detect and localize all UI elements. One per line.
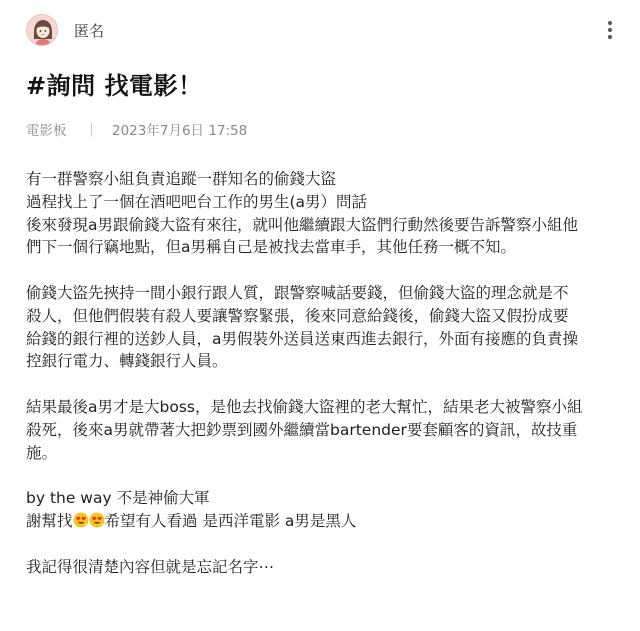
body-line: 施。 (26, 443, 58, 462)
heart-eyes-emoji-icon (73, 512, 89, 528)
heart-eyes-emoji-icon (89, 512, 105, 528)
body-line: 過程找上了一個在酒吧吧台工作的男生(a男）問話 (26, 192, 368, 211)
thanks-suffix: 希望有人看過 是西洋電影 a男是黑人 (104, 511, 357, 530)
body-line: 有一群警察小組負責追蹤一群知名的偷錢大盜 (26, 170, 337, 188)
btw-line: by the way 不是神偷大軍 (26, 489, 210, 508)
post-body (26, 168, 616, 578)
last-line: 我記得很清楚內容但就是忘記名字⋯ (26, 557, 275, 576)
body-line: 控銀行電力、轉錢銀行人員。 (26, 352, 228, 371)
paragraph-5 (26, 556, 616, 579)
body-line: 偷錢大盜先挾持一間小銀行跟人質，跟警察喊話要錢，但偷錢大盜的理念就是不 (26, 283, 569, 302)
meta-separator: ｜ (84, 123, 98, 139)
post-date: 2023年7月6日 17:58 (112, 123, 248, 139)
more-dot (608, 21, 612, 25)
paragraph-1 (26, 168, 616, 259)
body-line: 結果最後a男才是大boss，是他去找偷錢大盜裡的老大幫忙，結果老大被警察小組 (26, 397, 583, 416)
more-dot (608, 28, 612, 32)
post-title: #詢問 找電影！ (26, 72, 203, 100)
body-line: 們下一個行竊地點，但a男稱自己是被找去當車手，其他任務一概不知。 (26, 238, 517, 257)
anonymous-avatar-icon[interactable] (26, 14, 58, 46)
post-header (26, 12, 620, 48)
author-name[interactable]: 匿名 (74, 21, 105, 40)
board-link[interactable]: 電影板 (26, 123, 67, 139)
post-meta (26, 119, 247, 139)
body-line: 殺人，但他們假裝有殺人要讓警察緊張，後來同意給錢後，偷錢大盜又假扮成要 (26, 306, 569, 325)
paragraph-2 (26, 282, 616, 373)
paragraph-3 (26, 396, 616, 464)
thanks-prefix: 謝幫找 (26, 511, 73, 530)
body-line: 後來發現a男跟偷錢大盜有來往，就叫他繼續跟大盜們行動然後要告訴警察小組他 (26, 215, 579, 234)
paragraph-4 (26, 487, 616, 533)
more-vertical-icon[interactable] (600, 16, 620, 44)
body-line: 殺死，後來a男就帶著大把鈔票到國外繼續當bartender要套顧客的資訊，故技重 (26, 420, 578, 439)
more-dot (608, 35, 612, 39)
thanks-line (26, 510, 616, 533)
body-line: 給錢的銀行裡的送鈔人員，a男假裝外送員送東西進去銀行，外面有接應的負責操 (26, 329, 579, 348)
